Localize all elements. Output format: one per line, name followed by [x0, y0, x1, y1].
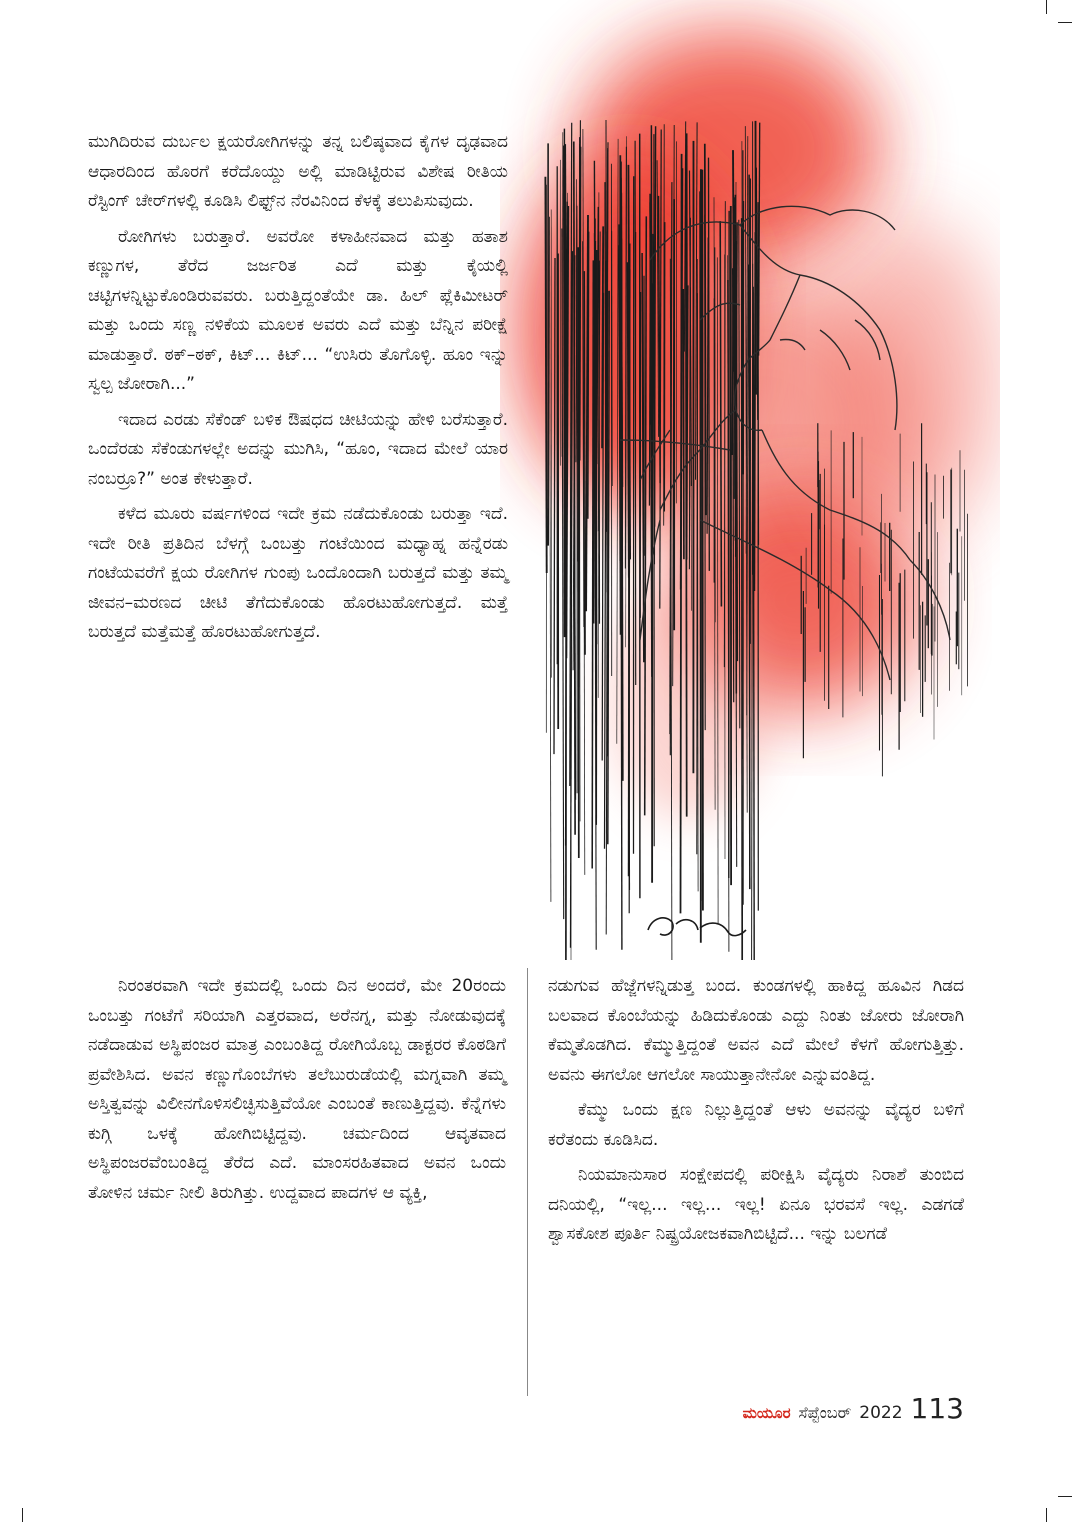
paragraph: ನಿರಂತರವಾಗಿ ಇದೇ ಕ್ರಮದಲ್ಲಿ ಒಂದು ದಿನ ಅಂದರೆ, ಮೇ 20ರಂದು ಒಂಬತ್ತು ಗಂಟೆಗೆ ಸರಿಯಾಗಿ ಎತ್ತರವಾದ, ಅರೆನಗ್ನ, ಮತ್ತು ನೋಡುವುದಕ್ಕೆ ನಡೆದಾಡುವ ಅಸ್ಥಿಪಂಜರ ಮಾತ್ರ ಎಂಬಂತಿದ್ದ ರೋಗಿಯೊಬ್ಬ ಡಾಕ್ಟರರ ಕೊಠಡಿಗೆ ಪ್ರವೇಶಿಸಿದ. ಅವನ ಕಣ್ಣುಗೊಂಬೆಗಳು ತಲೆಬುರುಡೆಯಲ್ಲಿ ಮಗ್ನವಾಗಿ ತಮ್ಮ ಅಸ್ತಿತ್ವವನ್ನು ವಿಲೀನಗೊಳಿಸಲಿಚ್ಛಿಸುತ್ತಿವೆಯೋ ಎಂಬಂತೆ ಕಾಣುತ್ತಿದ್ದವು. ಕೆನ್ನೆಗಳು ಕುಗ್ಗಿ ಒಳಕ್ಕೆ ಹೋಗಿಬಿಟ್ಟಿದ್ದವು. ಚರ್ಮದಿಂದ ಆವೃತವಾದ ಅಸ್ಥಿಪಂಜರವೆಂಬಂತಿದ್ದ ತೆರೆದ ಎದೆ. ಮಾಂಸರಹಿತವಾದ ಅವನ ಒಂದು ತೋಳಿನ ಚರ್ಮ ನೀಲಿ ತಿರುಗಿತ್ತು. ಉದ್ದವಾದ ಪಾದಗಳ ಆ ವ್ಯಕ್ತಿ, — [88, 976, 506, 1203]
issue-month: ಸೆಪ್ಟೆಂಬರ್ — [798, 1403, 852, 1422]
hatch-stroke — [612, 231, 613, 486]
paragraph: ನಿಯಮಾನುಸಾರ ಸಂಕ್ಷೇಪದಲ್ಲಿ ಪರೀಕ್ಷಿಸಿ ವೈದ್ಯರು ನಿರಾಶೆ ತುಂಬಿದ ದನಿಯಲ್ಲಿ, “ಇಲ್ಲ... ಇಲ್ಲ... ಇಲ್ಲ! ಏನೂ ಭರವಸೆ ಇಲ್ಲ. ಎಡಗಡೆ ಶ್ವಾಸಕೋಶ ಪೂರ್ತಿ ನಿಷ್ಪ್ರಯೋಜಕವಾಗಿಬಿಟ್ಟಿದೆ... ಇನ್ನು ಬಲಗಡೆ — [548, 1165, 964, 1244]
crop-mark-top-right-h — [1058, 22, 1072, 23]
hatch-stroke — [749, 175, 750, 890]
issue-year: 2022 — [859, 1403, 903, 1423]
hatch-stroke — [584, 271, 585, 655]
hatch-stroke — [564, 175, 565, 637]
paragraph: ಮುಗಿದಿರುವ ದುರ್ಬಲ ಕ್ಷಯರೋಗಿಗಳನ್ನು ತನ್ನ ಬಲಿಷ್ಠವಾದ ಕೈಗಳ ದೃಢವಾದ ಆಧಾರದಿಂದ ಹೊರಗೆ ಕರೆದೊಯ್ದು ಅಲ್ಲಿ ಮಾಡಿಟ್ಟಿರುವ ವಿಶೇಷ ರೀತಿಯ ರೆಸ್ಟಿಂಗ್ ಚೇರ್‌ಗಳಲ್ಲಿ ಕೂಡಿಸಿ ಲಿಫ್ಟ್‌ನ ನೆರವಿನಿಂದ ಕೆಳಕ್ಕೆ ತಲುಪಿಸುವುದು. — [88, 132, 508, 211]
illustration-ink-sketch — [500, 0, 1000, 980]
crop-mark-bottom-left — [22, 1508, 23, 1522]
crop-mark-bottom-right — [1046, 1508, 1047, 1522]
paragraph: ರೋಗಿಗಳು ಬರುತ್ತಾರೆ. ಅವರೋ ಕಳಾಹೀನವಾದ ಮತ್ತು ಹತಾಶ ಕಣ್ಣುಗಳ, ತೆರೆದ ಜರ್ಜರಿತ ಎದೆ ಮತ್ತು ಕೈಯಲ್ಲಿ ಚಟ್ಟಿಗಳನ್ನಿಟ್ಟುಕೊಂಡಿರುವವರು. ಬರುತ್ತಿದ್ದಂತೆಯೇ ಡಾ. ಹಿಲ್ ಪ್ಲೆಕಿಮೀಟರ್ ಮತ್ತು ಒಂದು ಸಣ್ಣ ನಳಿಕೆಯ ಮೂಲಕ ಅವರು ಎದೆ ಮತ್ತು ಬೆನ್ನಿನ ಪರೀಕ್ಷೆ ಮಾಡುತ್ತಾರೆ. ಠಕ್–ಠಕ್, ಕಿಟ್... ಕಿಟ್... “ಉಸಿರು ತೊಗೊಳ್ಳಿ. ಹೂಂ ಇನ್ನು ಸ್ವಲ್ಪ ಜೋರಾಗಿ...” — [88, 226, 508, 394]
article-column-left-top — [88, 128, 508, 654]
illustration-svg — [500, 0, 1000, 980]
artist-signature — [648, 918, 746, 936]
article-column-left-bottom — [88, 972, 506, 1214]
hatch-stroke — [545, 177, 546, 573]
crop-mark-bottom-right-h — [1058, 1496, 1072, 1497]
magazine-name: ಮಯೂರ — [742, 1404, 791, 1422]
crop-mark-top-right — [1046, 0, 1047, 14]
column-divider — [527, 968, 528, 1396]
paragraph: ಇದಾದ ಎರಡು ಸೆಕೆಂಡ್ ಬಳಿಕ ಔಷಧದ ಚೀಟಿಯನ್ನು ಹೇಳಿ ಬರೆಸುತ್ತಾರೆ. ಒಂದೆರಡು ಸೆಕೆಂಡುಗಳಲ್ಲೇ ಅದನ್ನು ಮುಗಿಸಿ, “ಹೂಂ, ಇದಾದ ಮೇಲೆ ಯಾರ ನಂಬರ‍್ರೂ?” ಅಂತ ಕೇಳುತ್ತಾರೆ. — [88, 409, 508, 489]
paragraph: ನಡುಗುವ ಹೆಜ್ಜೆಗಳನ್ನಿಡುತ್ತ ಬಂದ. ಕುಂಡಗಳಲ್ಲಿ ಹಾಕಿದ್ದ ಹೂವಿನ ಗಿಡದ ಬಲವಾದ ಕೊಂಬೆಯನ್ನು ಹಿಡಿದುಕೊಂಡು ಎದ್ದು ನಿಂತು ಜೋರು ಜೋರಾಗಿ ಕೆಮ್ಮತೊಡಗಿದ. ಕೆಮ್ಮುತ್ತಿದ್ದಂತೆ ಅವನ ಎದೆ ಮೇಲೆ ಕೆಳಗೆ ಹೋಗುತ್ತಿತ್ತು. ಅವನು ಈಗಲೋ ಆಗಲೋ ಸಾಯುತ್ತಾನೇನೋ ಎನ್ನುವಂತಿದ್ದ. — [548, 976, 964, 1085]
hatch-stroke — [709, 158, 710, 571]
hatch-stroke — [702, 170, 703, 911]
paragraph: ಕೆಮ್ಮು ಒಂದು ಕ್ಷಣ ನಿಲ್ಲುತ್ತಿದ್ದಂತೆ ಆಳು ಅವನನ್ನು ವೈದ್ಯರ ಬಳಿಗೆ ಕರೆತಂದು ಕೂಡಿಸಿದ. — [548, 1100, 964, 1150]
hatch-stroke — [683, 289, 684, 559]
page-footer — [743, 1392, 964, 1425]
hatch-stroke — [681, 154, 682, 914]
paragraph: ಕಳೆದ ಮೂರು ವರ್ಷಗಳಿಂದ ಇದೇ ಕ್ರಮ ನಡೆದುಕೊಂಡು ಬರುತ್ತಾ ಇದೆ. ಇದೇ ರೀತಿ ಪ್ರತಿದಿನ ಬೆಳಗ್ಗೆ ಒಂಬತ್ತು ಗಂಟೆಯಿಂದ ಮಧ್ಯಾಹ್ನ ಹನ್ನೆರಡು ಗಂಟೆಯವರೆಗೆ ಕ್ಷಯ ರೋಗಿಗಳ ಗುಂಪು ಒಂದೊಂದಾಗಿ ಬರುತ್ತದೆ ಮತ್ತು ತಮ್ಮ ಜೀವನ–ಮರಣದ ಚೀಟಿ ತೆಗೆದುಕೊಂಡು ಹೊರಟುಹೋಗುತ್ತದೆ. ಮತ್ತೆ ಬರುತ್ತದೆ ಮತ್ತೆಮತ್ತೆ ಹೊರಟುಹೋಗುತ್ತದೆ. — [88, 504, 508, 642]
hatch-stroke — [588, 232, 589, 519]
hatch-stroke — [592, 260, 593, 868]
page-number: 113 — [910, 1392, 964, 1425]
article-column-right-bottom — [548, 972, 964, 1256]
